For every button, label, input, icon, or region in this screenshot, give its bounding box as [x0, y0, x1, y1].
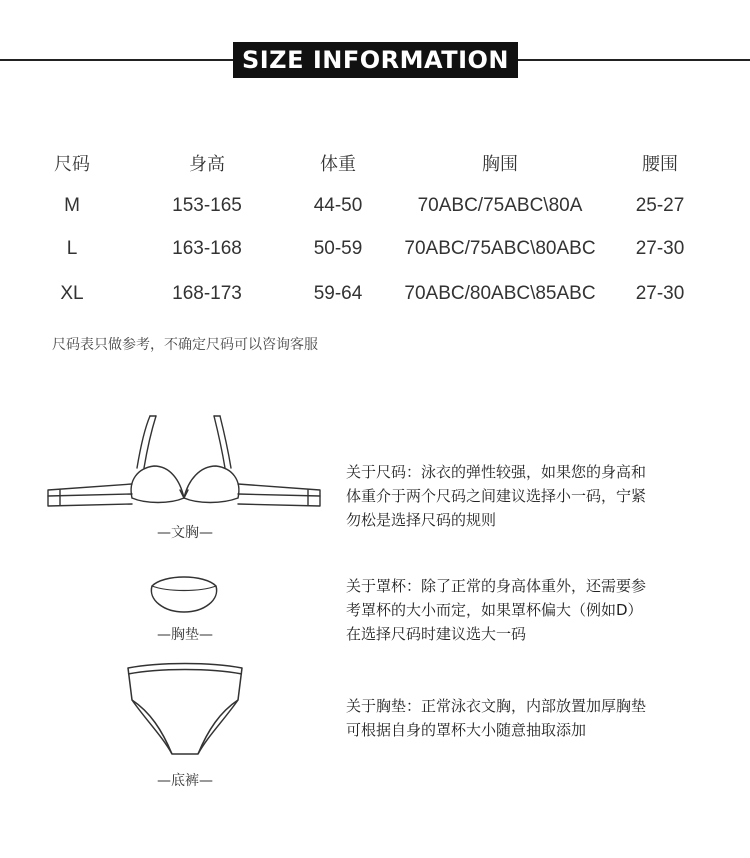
desc-line: 考罩杯的大小而定，如果罩杯偏大（例如D）: [346, 601, 643, 619]
cell-height: 153-165: [172, 195, 242, 216]
cell-weight: 44-50: [313, 195, 363, 216]
cell-waist: 27-30: [635, 283, 685, 304]
title-rule-right: [503, 59, 750, 61]
desc-line: 勿松是选择尺码的规则: [346, 511, 497, 529]
caption-bra: —文胸—: [157, 525, 213, 541]
desc-line: 关于尺码：泳衣的弹性较强，如果您的身高和: [346, 463, 647, 481]
desc-line: 可根据自身的罩杯大小随意抽取添加: [346, 721, 587, 739]
cell-size: M: [64, 195, 80, 216]
header-size: 尺码: [54, 154, 90, 175]
desc-line: 关于罩杯：除了正常的身高体重外，还需要参: [346, 577, 647, 595]
caption-briefs: —底裤—: [157, 773, 213, 789]
bra-icon: [46, 410, 326, 520]
header-weight: 体重: [320, 154, 356, 175]
desc-line: 体重介于两个尺码之间建议选择小一码，宁紧: [346, 487, 647, 505]
cell-height: 168-173: [172, 283, 242, 304]
title-rule-left: [0, 59, 246, 61]
briefs-icon: [120, 660, 250, 760]
header-height: 身高: [189, 154, 225, 175]
cell-bust: 70ABC/80ABC\85ABC: [404, 283, 596, 304]
cell-height: 163-168: [172, 238, 242, 259]
header-waist: 腰围: [642, 154, 678, 175]
cell-size: XL: [60, 283, 84, 304]
pad-icon: [146, 570, 222, 616]
desc-line: 关于胸垫：正常泳衣文胸，内部放置加厚胸垫: [346, 697, 647, 715]
caption-pad: —胸垫—: [157, 627, 213, 643]
header-bust: 胸围: [482, 154, 518, 175]
pad-description: [346, 574, 646, 646]
cell-size: L: [66, 238, 78, 259]
size-note: 尺码表只做参考，不确定尺码可以咨询客服: [52, 337, 318, 353]
cell-bust: 70ABC/75ABC\80A: [417, 195, 583, 216]
cell-weight: 50-59: [313, 238, 363, 259]
cell-waist: 27-30: [635, 238, 685, 259]
cell-weight: 59-64: [313, 283, 363, 304]
cell-bust: 70ABC/75ABC\80ABC: [404, 238, 596, 259]
cell-waist: 25-27: [635, 195, 685, 216]
bra-description: [346, 460, 646, 532]
briefs-description: [346, 694, 646, 742]
page-title: SIZE INFORMATION: [233, 42, 518, 78]
desc-line: 在选择尺码时建议选大一码: [346, 625, 527, 643]
